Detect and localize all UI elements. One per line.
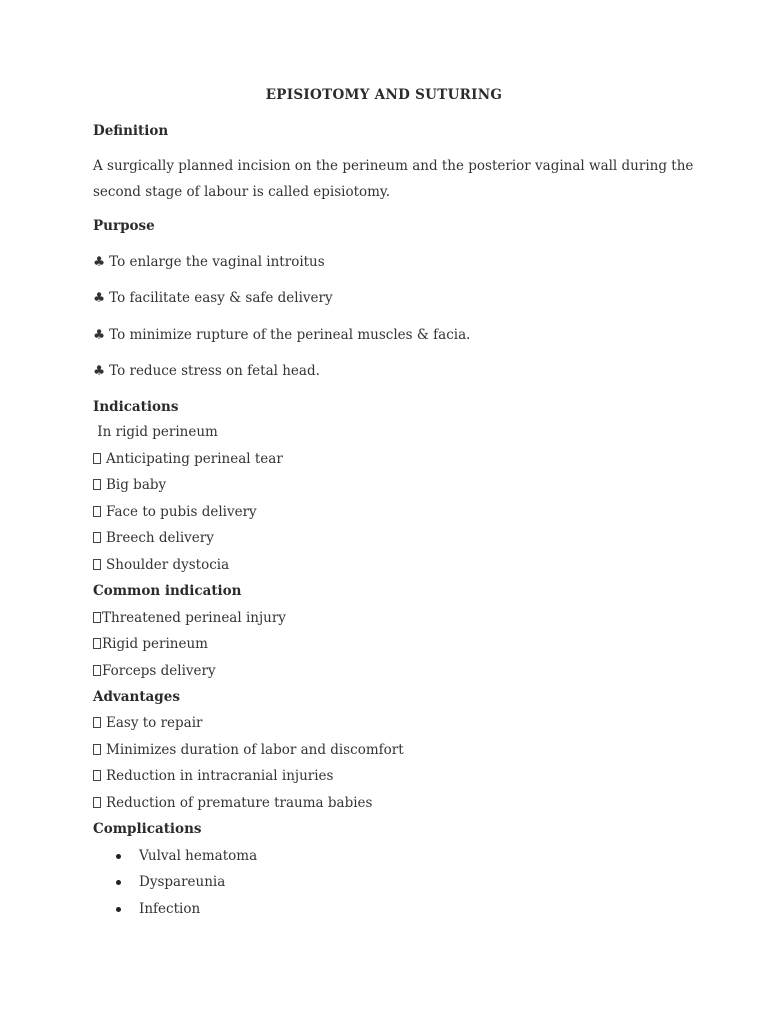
purpose-item-text: To reduce stress on fetal head. bbox=[109, 363, 320, 379]
missing-glyph-box-icon bbox=[93, 559, 101, 570]
common-indication-heading: Common indication bbox=[93, 583, 242, 599]
club-bullet-icon: ♣ bbox=[93, 290, 106, 306]
common-indication-item bbox=[93, 635, 208, 653]
complications-heading: Complications bbox=[93, 821, 202, 837]
advantages-item bbox=[93, 714, 203, 732]
definition-line-1: A surgically planned incision on the perineum and the posterior vaginal wall during the bbox=[93, 158, 694, 174]
common-indication-item bbox=[93, 609, 286, 627]
club-bullet-icon: ♣ bbox=[93, 363, 106, 379]
purpose-item-text: To enlarge the vaginal introitus bbox=[109, 254, 325, 270]
advantages-item-text: Reduction of premature trauma babies bbox=[106, 795, 373, 811]
club-bullet-icon: ♣ bbox=[93, 327, 106, 343]
missing-glyph-box-icon bbox=[93, 717, 101, 728]
advantages-item bbox=[93, 741, 404, 759]
complications-item-text: Dyspareunia bbox=[139, 874, 226, 890]
complications-item-text: Vulval hematoma bbox=[139, 848, 258, 864]
missing-glyph-box-icon bbox=[93, 744, 101, 755]
advantages-item-text: Reduction in intracranial injuries bbox=[106, 768, 334, 784]
missing-glyph-box-icon bbox=[93, 665, 101, 676]
indications-heading: Indications bbox=[93, 399, 179, 415]
indications-item-text: Big baby bbox=[106, 477, 167, 493]
bullet-dot-icon bbox=[116, 880, 121, 885]
purpose-item bbox=[93, 289, 333, 307]
complications-item-text: Infection bbox=[139, 901, 201, 917]
bullet-dot-icon bbox=[116, 854, 121, 859]
purpose-item bbox=[93, 326, 470, 344]
missing-glyph-box-icon bbox=[93, 797, 101, 808]
missing-glyph-box-icon bbox=[93, 770, 101, 781]
advantages-item bbox=[93, 767, 333, 785]
purpose-item-text: To minimize rupture of the perineal muscles & facia. bbox=[109, 327, 471, 343]
purpose-heading: Purpose bbox=[93, 218, 155, 234]
advantages-item-text: Minimizes duration of labor and discomfort bbox=[106, 742, 404, 758]
common-indication-item-text: Forceps delivery bbox=[102, 663, 216, 679]
indications-item-text: Anticipating perineal tear bbox=[106, 451, 283, 467]
missing-glyph-box-icon bbox=[93, 532, 101, 543]
indications-item bbox=[93, 529, 214, 547]
purpose-item bbox=[93, 253, 325, 271]
definition-line-2: second stage of labour is called episiotomy. bbox=[93, 184, 391, 200]
advantages-item-text: Easy to repair bbox=[106, 715, 203, 731]
document-title: EPISIOTOMY AND SUTURING bbox=[265, 87, 503, 103]
indications-item bbox=[93, 556, 229, 574]
missing-glyph-box-icon bbox=[93, 638, 101, 649]
indications-item bbox=[93, 476, 166, 494]
indications-item-text: Face to pubis delivery bbox=[106, 504, 257, 520]
indications-item bbox=[93, 450, 283, 468]
club-bullet-icon: ♣ bbox=[93, 254, 106, 270]
missing-glyph-box-icon bbox=[93, 453, 101, 464]
indications-item-text: Shoulder dystocia bbox=[106, 557, 230, 573]
indications-first-item: In rigid perineum bbox=[93, 424, 218, 440]
purpose-item bbox=[93, 362, 320, 380]
common-indication-item bbox=[93, 662, 216, 680]
common-indication-item-text: Threatened perineal injury bbox=[102, 610, 286, 626]
purpose-item-text: To facilitate easy & safe delivery bbox=[109, 290, 333, 306]
missing-glyph-box-icon bbox=[93, 612, 101, 623]
indications-item-text: Breech delivery bbox=[106, 530, 214, 546]
indications-item bbox=[93, 503, 257, 521]
common-indication-item-text: Rigid perineum bbox=[102, 636, 208, 652]
missing-glyph-box-icon bbox=[93, 479, 101, 490]
bullet-dot-icon bbox=[116, 907, 121, 912]
missing-glyph-box-icon bbox=[93, 506, 101, 517]
definition-heading: Definition bbox=[93, 123, 169, 139]
advantages-heading: Advantages bbox=[93, 689, 180, 705]
advantages-item bbox=[93, 794, 372, 812]
